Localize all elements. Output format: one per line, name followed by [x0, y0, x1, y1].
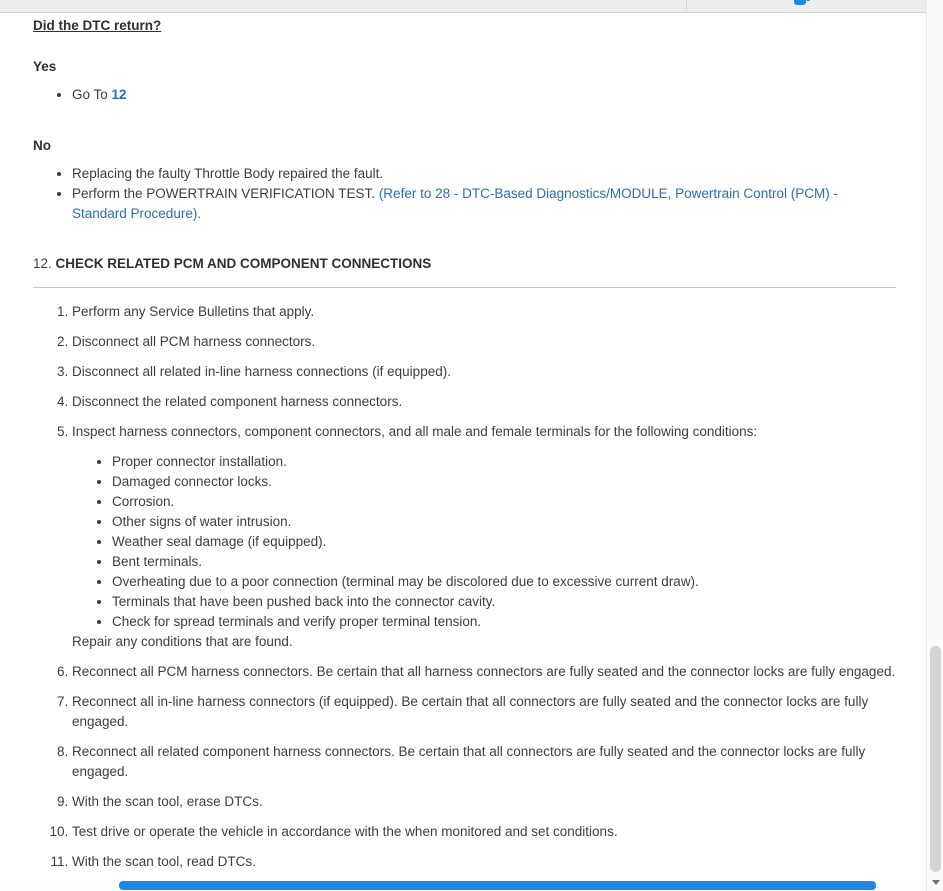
refer-to-procedure-link[interactable]: (Refer to 28 - DTC-Based Diagnostics/MODULE, Powertrain Control (PCM) - Standard Procedure).: [72, 186, 838, 221]
condition-text: Bent terminals.: [112, 554, 203, 569]
step-title: CHECK RELATED PCM AND COMPONENT CONNECTIONS: [55, 256, 432, 271]
condition-text: Proper connector installation.: [112, 454, 287, 469]
horizontal-scrollbar[interactable]: [0, 880, 926, 891]
step-text: With the scan tool, read DTCs.: [72, 854, 256, 869]
step-text: Disconnect the related component harness connectors.: [72, 394, 403, 409]
no-item-text: Replacing the faulty Throttle Body repaired the fault.: [72, 166, 384, 181]
chevron-down-icon: [932, 880, 940, 885]
condition-item: [112, 572, 896, 592]
step-item: [72, 302, 896, 322]
step-text: Test drive or operate the vehicle in accordance with the when monitored and set conditions.: [72, 824, 618, 839]
condition-item: [112, 552, 896, 572]
list-item: [72, 164, 896, 184]
scroll-down-button[interactable]: [927, 874, 943, 891]
condition-item: [112, 492, 896, 512]
vertical-scrollbar-thumb[interactable]: [930, 646, 941, 872]
top-toolbar: [0, 0, 926, 13]
condition-text: Terminals that have been pushed back into the connector cavity.: [112, 594, 496, 609]
step-text: Inspect harness connectors, component connectors, and all male and female terminals for the following conditions:: [72, 424, 758, 439]
verification-test-text: Perform the POWERTRAIN VERIFICATION TEST.: [72, 186, 379, 201]
step-text: Disconnect all related in-line harness connections (if equipped).: [72, 364, 451, 379]
condition-text: Corrosion.: [112, 494, 175, 509]
yes-list: [33, 85, 896, 105]
condition-text: Overheating due to a poor connection (terminal may be discolored due to excessive current draw).: [112, 574, 699, 589]
step-item: [72, 422, 896, 652]
goto-step-link[interactable]: 12: [111, 87, 127, 102]
procedure-steps-list: [33, 302, 896, 872]
divider: [33, 287, 896, 288]
step-text: Reconnect all related component harness connectors. Be certain that all connectors are fully seated and the connector locks are fully engaged.: [72, 744, 866, 779]
condition-item: [112, 512, 896, 532]
no-list: [33, 164, 896, 224]
step-text: Disconnect all PCM harness connectors.: [72, 334, 316, 349]
step-item: [72, 852, 896, 872]
step-heading: [33, 254, 896, 274]
step-item: [72, 662, 896, 682]
condition-item: [112, 452, 896, 472]
step-number: 12.: [33, 256, 52, 271]
condition-item: [112, 472, 896, 492]
no-label: No: [33, 138, 51, 153]
condition-text: Other signs of water intrusion.: [112, 514, 292, 529]
list-item: [72, 184, 896, 224]
condition-item: [112, 592, 896, 612]
step-text: Reconnect all PCM harness connectors. Be certain that all harness connectors are fully seated and the connector locks are fully engaged.: [72, 664, 896, 679]
condition-text: Check for spread terminals and verify proper terminal tension.: [112, 614, 482, 629]
question-heading: Did the DTC return?: [33, 18, 162, 33]
horizontal-scrollbar-thumb[interactable]: [119, 881, 876, 890]
condition-text: Damaged connector locks.: [112, 474, 272, 489]
toolbar-icon-shape: [794, 0, 806, 5]
step-item: [72, 742, 896, 782]
goto-text: Go To: [72, 87, 112, 102]
step-item: [72, 392, 896, 412]
repair-note: Repair any conditions that are found.: [72, 634, 293, 649]
document-body: [0, 14, 926, 879]
list-item: [72, 85, 896, 105]
step-text: Reconnect all in-line harness connectors (if equipped). Be certain that all connectors are fully seated and the connector locks are fully engaged.: [72, 694, 869, 729]
condition-text: Weather seal damage (if equipped).: [112, 534, 327, 549]
step-item: [72, 332, 896, 352]
toolbar-icon[interactable]: [794, 0, 820, 9]
step-item: [72, 362, 896, 382]
condition-item: [112, 532, 896, 552]
yes-label: Yes: [33, 59, 57, 74]
toolbar-separator: [686, 0, 687, 13]
step-item: [72, 692, 896, 732]
step-item: [72, 822, 896, 842]
condition-item: [112, 612, 896, 632]
vertical-scrollbar[interactable]: [926, 0, 943, 891]
step-text: Perform any Service Bulletins that apply.: [72, 304, 315, 319]
step-text: With the scan tool, erase DTCs.: [72, 794, 263, 809]
step-item: [72, 792, 896, 812]
inspect-conditions-list: [72, 452, 896, 632]
